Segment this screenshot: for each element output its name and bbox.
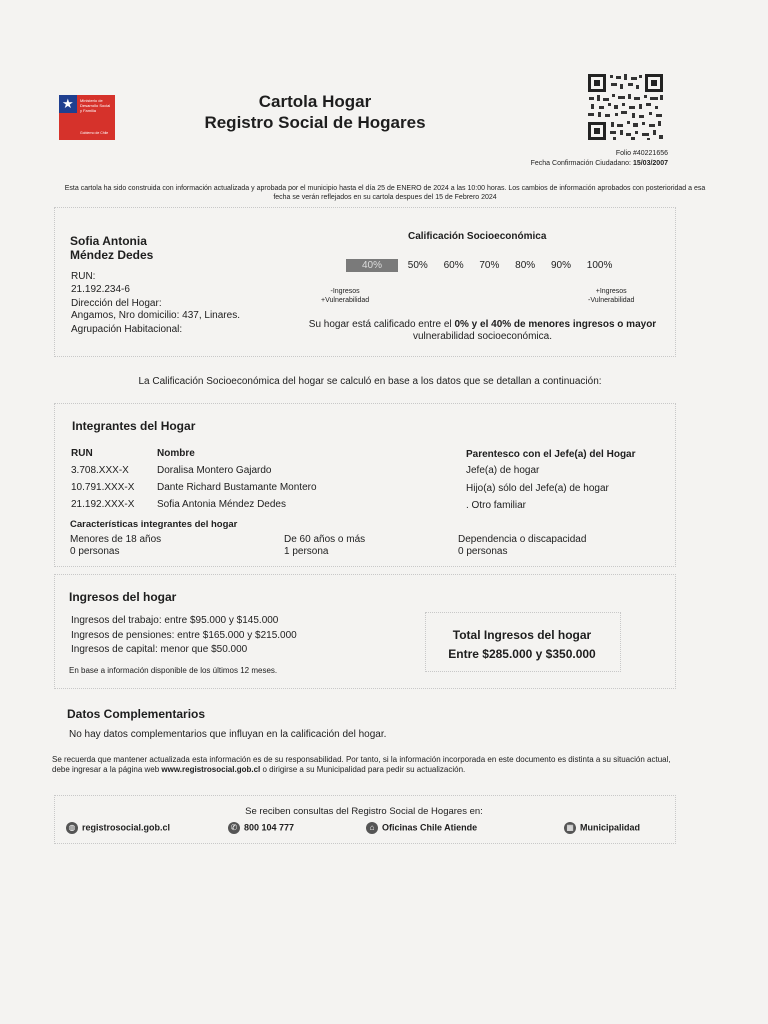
header-parentesco: Parentesco con el Jefe(a) del Hogar — [466, 449, 636, 460]
address-label: Dirección del Hogar: — [71, 298, 162, 309]
complementarios-text: No hay datos complementarios que influyan en la calificación del hogar. — [69, 729, 387, 740]
update-notice: Esta cartola ha sido construida con información actualizada y aprobada por el municipio hasta el día 25 de ENERO de 2024 a las 10:00 horas. Los cambios de información aprobados con posterioridad a esa fecha se verán reflejados en su cartola despues del 15 de Febrero 2024 — [64, 185, 706, 201]
calificacion-note — [300, 319, 665, 343]
table-row-run: 3.708.XXX-X — [71, 465, 129, 476]
web-icon: ◍ — [66, 822, 78, 834]
person-last-name: Méndez Dedes — [70, 248, 154, 262]
person-first-name: Sofia Antonia — [70, 234, 147, 248]
scale-left-label-1: -Ingresos — [330, 288, 360, 295]
integrantes-title: Integrantes del Hogar — [72, 419, 196, 433]
qr-code — [587, 73, 664, 141]
scale-step: 70% — [479, 260, 500, 271]
complementarios-title: Datos Complementarios — [67, 707, 206, 721]
table-row-parentesco: . Otro familiar — [466, 500, 527, 511]
contact-phone[interactable] — [228, 822, 294, 834]
phone-icon: ✆ — [228, 822, 240, 834]
caracteristica-label: Dependencia o discapacidad — [458, 534, 587, 545]
table-row-parentesco: Jefe(a) de hogar — [466, 465, 540, 476]
confirmation-date-value: 15/03/2007 — [632, 160, 668, 167]
total-label: Total Ingresos del hogar — [452, 628, 592, 642]
table-row-name: Doralisa Montero Gajardo — [157, 465, 272, 476]
contacts-box — [54, 795, 676, 844]
scale-step: 90% — [550, 260, 571, 271]
contact-offices[interactable] — [366, 822, 477, 834]
scale-right-label-2: -Vulnerabilidad — [588, 297, 635, 304]
table-row-parentesco: Hijo(a) sólo del Jefe(a) de hogar — [466, 483, 609, 494]
header-run: RUN — [71, 448, 93, 459]
caracteristica-label: De 60 años o más — [284, 534, 366, 545]
header-nombre: Nombre — [157, 448, 195, 459]
scale-step: 60% — [443, 260, 464, 271]
scale-right-label-1: +Ingresos — [595, 288, 627, 295]
contact-phone-label: 800 104 777 — [244, 822, 295, 833]
building-icon: ⌂ — [366, 822, 378, 834]
calificacion-note-bold: 0% y el 40% de menores ingresos o mayor — [454, 319, 657, 330]
confirmation-date-label: Fecha Confirmación Ciudadano: — [530, 160, 631, 167]
ingreso-line: Ingresos de capital: menor que $50.000 — [71, 644, 248, 655]
caracteristica-label: Menores de 18 años — [70, 534, 162, 545]
footer-note-part1: Se recuerda que mantener actualizada esta información es de su responsabilidad. Por tanto, si la información incorporada en este documento es distinta a su situación actual, debe ingresar a la página web — [52, 755, 671, 774]
confirmation-date — [531, 160, 668, 167]
municipality-icon: ▦ — [564, 822, 576, 834]
document-title: Cartola Hogar — [258, 92, 372, 111]
agrupacion-label: Agrupación Habitacional: — [71, 324, 183, 335]
calificacion-note-part1: Su hogar está calificado entre el — [308, 319, 452, 330]
consultas-title: Se reciben consultas del Registro Social de Hogares en: — [245, 806, 483, 817]
address-value: Angamos, Nro domicilio: 437, Linares. — [71, 310, 240, 321]
caracteristica-value: 0 personas — [70, 546, 120, 557]
star-icon: ★ — [62, 96, 74, 111]
logo-subtext: Gobierno de Chile — [80, 131, 109, 135]
scale-left-label-2: +Vulnerabilidad — [321, 297, 370, 304]
table-row-name: Dante Richard Bustamante Montero — [157, 482, 317, 493]
scale-left-legend — [321, 287, 369, 305]
scale-right-legend — [588, 287, 634, 305]
caracteristicas-title: Características integrantes del hogar — [70, 519, 238, 530]
footer-note — [52, 755, 674, 775]
total-value: Entre $285.000 y $350.000 — [448, 647, 596, 661]
logo-text: Ministerio de Desarrollo Social y Familia — [80, 98, 111, 113]
scale-step: 100% — [586, 260, 613, 271]
calificacion-title: Calificación Socioeconómica — [408, 231, 547, 242]
ingreso-line: Ingresos del trabajo: entre $95.000 y $145.000 — [71, 615, 279, 626]
table-row-run: 21.192.XXX-X — [71, 499, 135, 510]
ingresos-note: En base a información disponible de los últimos 12 meses. — [69, 666, 278, 675]
footer-link[interactable]: www.registrosocial.gob.cl — [161, 765, 261, 774]
table-row-name: Sofia Antonia Méndez Dedes — [157, 499, 286, 510]
footer-note-part2: o dirigirse a su Municipalidad para pedir su actualización. — [262, 765, 466, 774]
ministry-logo — [59, 95, 115, 140]
scale-step: 80% — [515, 260, 536, 271]
run-value: 21.192.234-6 — [71, 284, 130, 295]
contact-offices-label: Oficinas Chile Atiende — [382, 822, 478, 833]
ingreso-line: Ingresos de pensiones: entre $165.000 y $215.000 — [71, 630, 297, 641]
contact-municipality-label: Municipalidad — [580, 822, 641, 833]
total-box — [425, 612, 621, 672]
run-label: RUN: — [71, 271, 96, 282]
contact-municipality[interactable] — [564, 822, 640, 834]
caracteristica-value: 0 personas — [458, 546, 508, 557]
table-row-run: 10.791.XXX-X — [71, 482, 135, 493]
scale-step-selected: 40% — [346, 259, 398, 272]
document-subtitle: Registro Social de Hogares — [204, 113, 426, 132]
scale-step: 50% — [407, 260, 428, 271]
contact-web-label: registrosocial.gob.cl — [82, 822, 171, 833]
contact-web[interactable] — [66, 822, 170, 834]
calificacion-note-part2: vulnerabilidad socioeconómica. — [413, 331, 552, 342]
basis-text: La Calificación Socioeconómica del hogar se calculó en base a los datos que se detallan a continuación: — [138, 376, 602, 387]
caracteristica-value: 1 persona — [284, 546, 329, 557]
calificacion-scale — [346, 259, 612, 272]
ingresos-title: Ingresos del hogar — [69, 590, 177, 604]
folio-number: Folio #40221656 — [615, 150, 668, 157]
